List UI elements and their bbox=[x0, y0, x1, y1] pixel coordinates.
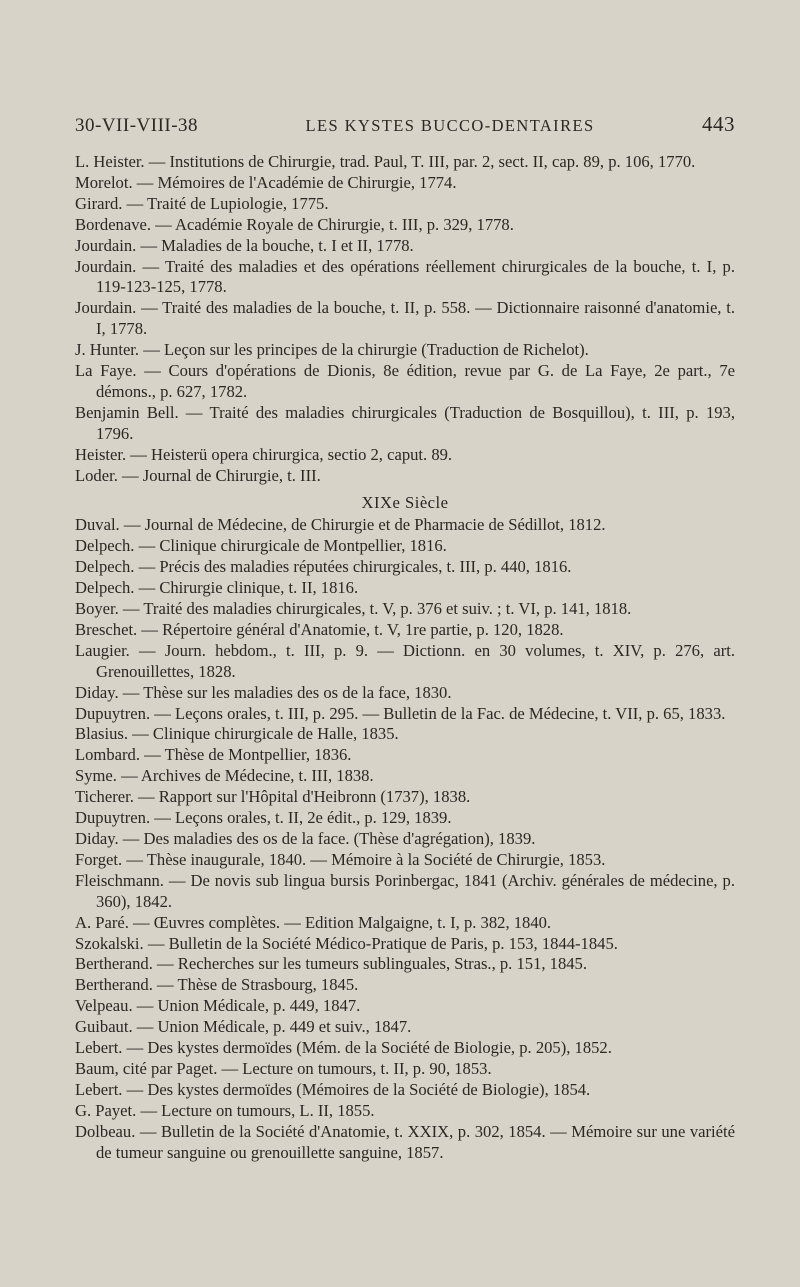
bib-entry: Laugier. — Journ. hebdom., t. III, p. 9. — Dictionn. en 30 volumes, t. XIV, p. 276, art. Grenouillettes, 1828. bbox=[75, 640, 735, 681]
bib-entry: G. Payet. — Lecture on tumours, L. II, 1855. bbox=[75, 1100, 375, 1120]
bib-entry: Breschet. — Répertoire général d'Anatomie, t. V, 1re partie, p. 120, 1828. bbox=[75, 619, 564, 639]
bib-entry: A. Paré. — Œuvres complètes. — Edition Malgaigne, t. I, p. 382, 1840. bbox=[75, 912, 552, 932]
bib-entry: Diday. — Des maladies des os de la face. (Thèse d'agrégation), 1839. bbox=[75, 829, 536, 848]
bib-entry: Blasius. — Clinique chirurgicale de Halle, 1835. bbox=[75, 724, 399, 744]
bib-entry: Bordenave. — Académie Royale de Chirurgie, t. III, p. 329, 1778. bbox=[75, 214, 514, 234]
bib-entry: Duval. — Journal de Médecine, de Chirurgie et de Pharmacie de Sédillot, 1812. bbox=[75, 515, 606, 535]
bib-entry: Dupuytren. — Leçons orales, t. II, 2e édit., p. 129, 1839. bbox=[75, 808, 452, 828]
bib-entry: Boyer. — Traité des maladies chirurgicales, t. V, p. 376 et suiv. ; t. VI, p. 141, 1818. bbox=[75, 599, 632, 619]
page-number: 443 bbox=[701, 112, 735, 136]
bibliography-19th-century bbox=[75, 515, 735, 1163]
bib-entry: Jourdain. — Traité des maladies et des opérations réellement chirurgicales de la bouche, t. I, p. 119-123-125, 1778. bbox=[75, 256, 735, 297]
bib-entry: L. Heister. — Institutions de Chirurgie, trad. Paul, T. III, par. 2, sect. II, cap. 89, p. 106, 1770. bbox=[75, 152, 696, 171]
bibliography-18th-century bbox=[75, 152, 735, 487]
bib-entry: Delpech. — Chirurgie clinique, t. II, 1816. bbox=[75, 578, 359, 598]
bib-entry: Szokalski. — Bulletin de la Société Médico-Pratique de Paris, p. 153, 1844-1845. bbox=[75, 933, 618, 953]
bib-entry: Guibaut. — Union Médicale, p. 449 et suiv., 1847. bbox=[75, 1017, 412, 1037]
bib-entry: Delpech. — Clinique chirurgicale de Montpellier, 1816. bbox=[75, 536, 447, 556]
bib-entry: Syme. — Archives de Médecine, t. III, 1838. bbox=[75, 766, 374, 786]
bib-entry: Lombard. — Thèse de Montpellier, 1836. bbox=[75, 745, 352, 765]
bib-entry: Girard. — Traité de Lupiologie, 1775. bbox=[75, 193, 329, 213]
header-title: LES KYSTES BUCCO-DENTAIRES bbox=[305, 116, 595, 135]
bib-entry: Ticherer. — Rapport sur l'Hôpital d'Heibronn (1737), 1838. bbox=[75, 787, 471, 807]
bib-entry: Jourdain. — Maladies de la bouche, t. I et II, 1778. bbox=[75, 235, 414, 255]
bib-entry: Loder. — Journal de Chirurgie, t. III. bbox=[75, 465, 321, 485]
bib-entry: Lebert. — Des kystes dermoïdes (Mémoires de la Société de Biologie), 1854. bbox=[75, 1079, 591, 1099]
bib-entry: Lebert. — Des kystes dermoïdes (Mém. de la Société de Biologie, p. 205), 1852. bbox=[75, 1038, 612, 1058]
bib-entry: Benjamin Bell. — Traité des maladies chirurgicales (Traduction de Bosquillou), t. III, p. 193, 1796. bbox=[75, 402, 735, 443]
bib-entry: Dolbeau. — Bulletin de la Société d'Anatomie, t. XXIX, p. 302, 1854. — Mémoire sur une variété de tumeur sanguine ou grenouillette sanguine, 1857. bbox=[75, 1121, 735, 1162]
bibliography bbox=[75, 152, 735, 1164]
bib-entry: Morelot. — Mémoires de l'Académie de Chirurgie, 1774. bbox=[75, 172, 457, 192]
bib-entry: Bertherand. — Thèse de Strasbourg, 1845. bbox=[75, 975, 359, 995]
header-code: 30-VII-VIII-38 bbox=[75, 115, 199, 136]
running-header bbox=[75, 112, 735, 137]
section-heading-19th-century: XIXe Siècle bbox=[361, 492, 449, 512]
bib-entry: La Faye. — Cours d'opérations de Dionis, 8e édition, revue par G. de La Faye, 2e part., 7e démons., p. 627, 1782. bbox=[75, 361, 735, 401]
bib-entry: Velpeau. — Union Médicale, p. 449, 1847. bbox=[75, 996, 361, 1016]
bib-entry: Delpech. — Précis des maladies réputées chirurgicales, t. III, p. 440, 1816. bbox=[75, 557, 572, 577]
bib-entry: Fleischmann. — De novis sub lingua bursis Porinbergac, 1841 (Archiv. générales de médecine, p. 360), 1842. bbox=[75, 870, 735, 911]
bib-entry: Forget. — Thèse inaugurale, 1840. — Mémoire à la Société de Chirurgie, 1853. bbox=[75, 849, 606, 869]
bib-entry: Diday. — Thèse sur les maladies des os de la face, 1830. bbox=[75, 682, 452, 702]
bib-entry: Dupuytren. — Leçons orales, t. III, p. 295. — Bulletin de la Fac. de Médecine, t. VII, p. 65, 1833. bbox=[75, 703, 726, 723]
bib-entry: Bertherand. — Recherches sur les tumeurs sublinguales, Stras., p. 151, 1845. bbox=[75, 954, 587, 974]
bib-entry: Baum, cité par Paget. — Lecture on tumours, t. II, p. 90, 1853. bbox=[75, 1058, 492, 1078]
bib-entry: Heister. — Heisterü opera chirurgica, sectio 2, caput. 89. bbox=[75, 444, 453, 464]
bib-entry: Jourdain. — Traité des maladies de la bouche, t. II, p. 558. — Dictionnaire raisonné d'anatomie, t. I, 1778. bbox=[75, 298, 735, 339]
bib-entry: J. Hunter. — Leçon sur les principes de la chirurgie (Traduction de Richelot). bbox=[75, 340, 589, 360]
